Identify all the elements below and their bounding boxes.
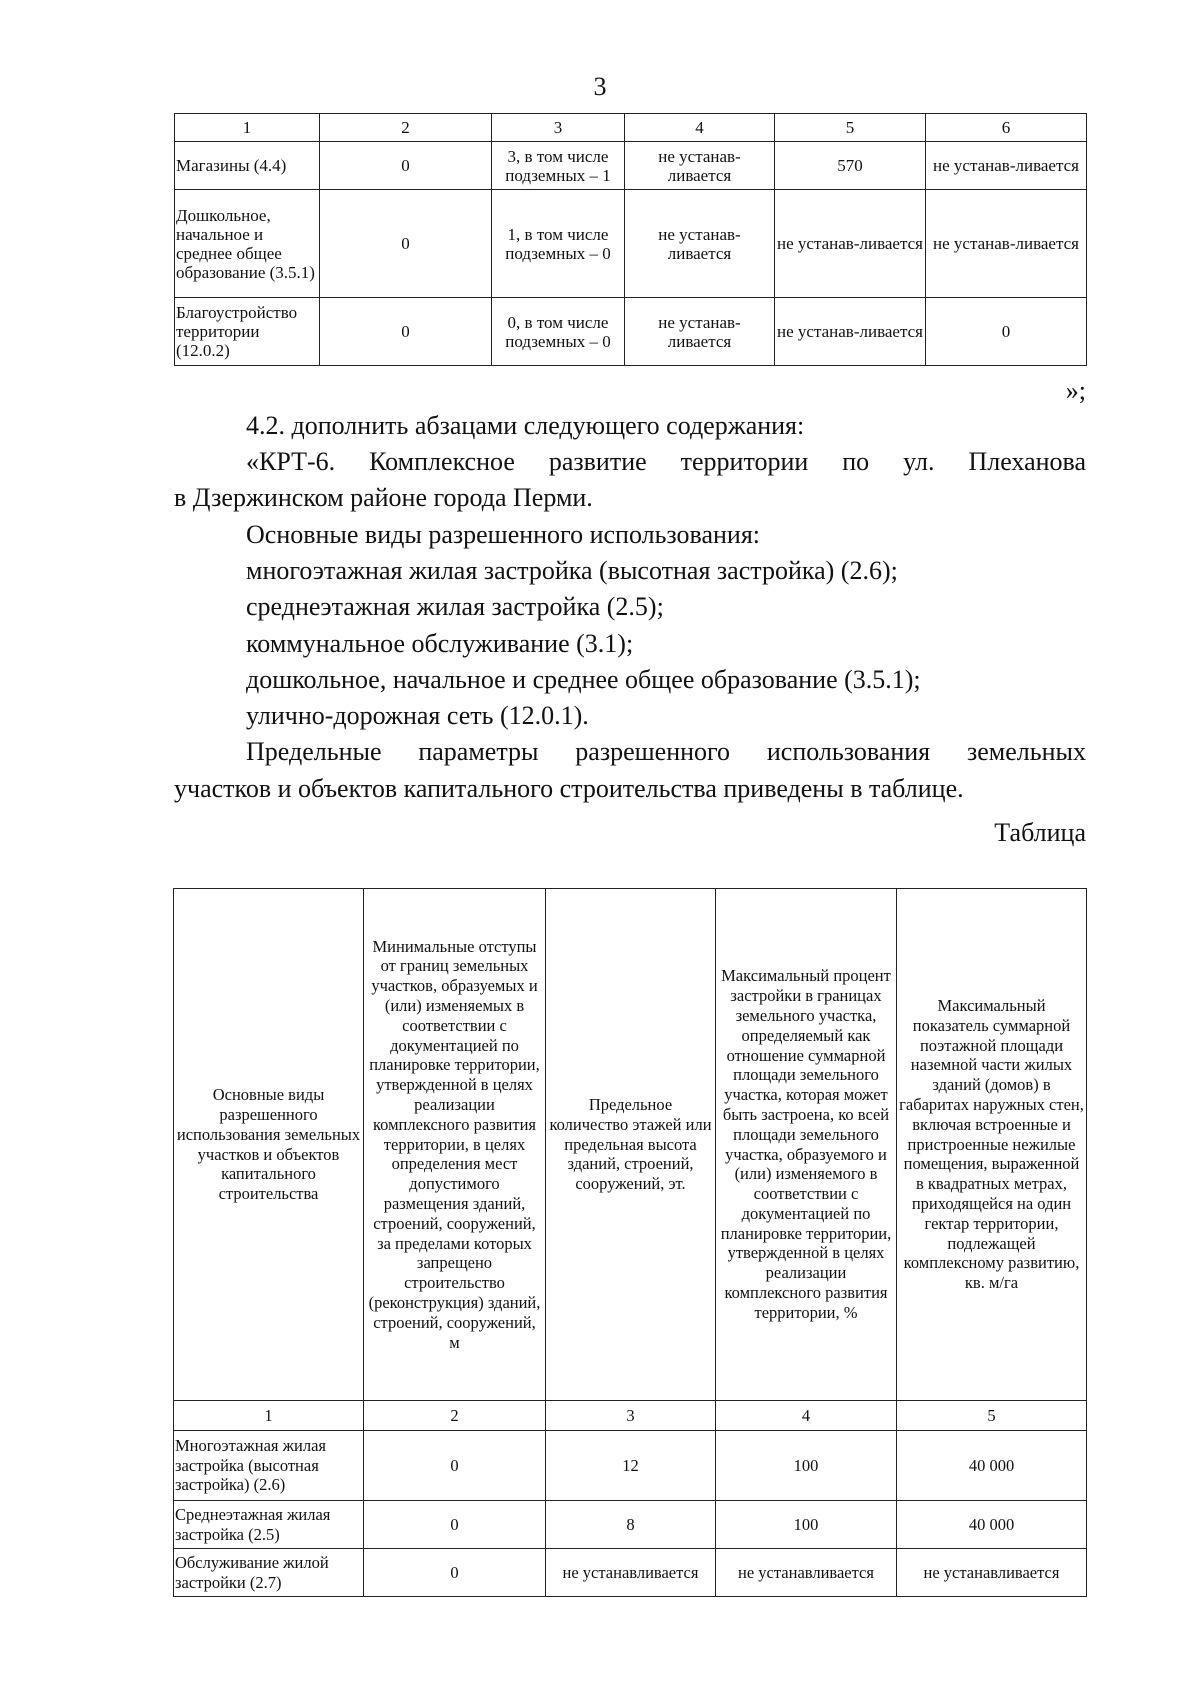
table-number-row xyxy=(174,1401,1087,1431)
table-cell: не устанавливается xyxy=(546,1549,716,1597)
header-cell: 6 xyxy=(926,114,1087,142)
paragraph: «КРТ-6. Комплексное развитие территории по ул. Плеханова xyxy=(246,447,1086,476)
page-number: 3 xyxy=(593,72,607,101)
table-cell: не устанав-ливается xyxy=(775,298,926,366)
list-item: коммунальное обслуживание (3.1); xyxy=(246,629,634,658)
header-cell: Минимальные отступы от границ земельных участков, образуемых и (или) изменяемых в соответствии с документацией по планировке территории, утвержденной в целях реализации комплексного развития территории, в целях определения мест допустимого размещения зданий, строений, сооружений, за пределами которых запрещено строительство (реконструкция) зданий, строений, сооружений, м xyxy=(364,889,546,1401)
paragraph: участков и объектов капитального строительства приведены в таблице. xyxy=(174,774,964,803)
parameters-table xyxy=(173,888,1087,1597)
list-item: многоэтажная жилая застройка (высотная застройка) (2.6); xyxy=(246,556,898,585)
header-cell: 3 xyxy=(546,1401,716,1431)
table-row xyxy=(175,298,1087,366)
header-cell: 4 xyxy=(716,1401,897,1431)
table-cell: 0, в том числе подземных – 0 xyxy=(492,298,625,366)
table-cell: не устанав-ливается xyxy=(625,190,775,298)
paragraph: Основные виды разрешенного использования: xyxy=(246,520,761,549)
table-cell: Дошкольное, начальное и среднее общее образование (3.5.1) xyxy=(175,190,320,298)
table-cell: 100 xyxy=(716,1501,897,1549)
header-cell: Максимальный показатель суммарной поэтажной площади наземной части жилых зданий (домов) в габаритах наружных стен, включая встроенные и пристроенные нежилые помещения, выраженной в квадратных метрах, приходящейся на один гектар территории, подлежащей комплексному развитию, кв. м/га xyxy=(897,889,1087,1401)
header-cell: 5 xyxy=(775,114,926,142)
header-cell: 1 xyxy=(174,1401,364,1431)
table-cell: не устанав-ливается xyxy=(926,190,1087,298)
closing-quote: »; xyxy=(1065,376,1086,405)
paragraph: 4.2. дополнить абзацами следующего содержания: xyxy=(246,411,805,440)
table-cell: 570 xyxy=(775,142,926,190)
table-cell: не устанав-ливается xyxy=(625,298,775,366)
table-cell: 3, в том числе подземных – 1 xyxy=(492,142,625,190)
header-cell: 3 xyxy=(492,114,625,142)
table-cell: 40 000 xyxy=(897,1431,1087,1501)
header-cell: 4 xyxy=(625,114,775,142)
table-cell: не устанавливается xyxy=(716,1549,897,1597)
table-cell: не устанав-ливается xyxy=(775,190,926,298)
table-cell: 12 xyxy=(546,1431,716,1501)
table-row xyxy=(174,1431,1087,1501)
table-cell: 0 xyxy=(320,298,492,366)
table-cell: 0 xyxy=(926,298,1087,366)
table-row xyxy=(175,142,1087,190)
table-cell: 0 xyxy=(320,190,492,298)
table-cell: 1, в том числе подземных – 0 xyxy=(492,190,625,298)
table-label: Таблица xyxy=(994,818,1086,847)
table-cell: не устанав-ливается xyxy=(625,142,775,190)
table-cell: Магазины (4.4) xyxy=(175,142,320,190)
paragraph: Предельные параметры разрешенного использования земельных xyxy=(246,737,1086,766)
table-cell: Среднеэтажная жилая застройка (2.5) xyxy=(174,1501,364,1549)
table-cell: 0 xyxy=(364,1549,546,1597)
table-row xyxy=(174,1549,1087,1597)
header-cell: 2 xyxy=(364,1401,546,1431)
list-item: дошкольное, начальное и среднее общее образование (3.5.1); xyxy=(246,665,921,694)
list-item: среднеэтажная жилая застройка (2.5); xyxy=(246,592,664,621)
table-row xyxy=(175,190,1087,298)
table-cell: не устанав-ливается xyxy=(926,142,1087,190)
table-cell: не устанавливается xyxy=(897,1549,1087,1597)
table-row xyxy=(174,1501,1087,1549)
table-cell: 40 000 xyxy=(897,1501,1087,1549)
header-cell: Предельное количество этажей или предельная высота зданий, строений, сооружений, эт. xyxy=(546,889,716,1401)
table-cell: Благоустройство территории (12.0.2) xyxy=(175,298,320,366)
table-cell: Обслуживание жилой застройки (2.7) xyxy=(174,1549,364,1597)
list-item: улично-дорожная сеть (12.0.1). xyxy=(246,701,589,730)
table-cell: Многоэтажная жилая застройка (высотная застройка) (2.6) xyxy=(174,1431,364,1501)
header-cell: Максимальный процент застройки в границах земельного участка, определяемый как отношение суммарной площади земельного участка, которая может быть застроена, ко всей площади земельного участка, образуемого и (или) изменяемого в соответствии с документацией по планировке территории, утвержденной в целях реализации комплексного развития территории, % xyxy=(716,889,897,1401)
table-cell: 100 xyxy=(716,1431,897,1501)
table-header-row xyxy=(174,889,1087,1401)
paragraph: в Дзержинском районе города Перми. xyxy=(174,483,593,512)
table-continuation xyxy=(174,113,1087,366)
header-cell: 2 xyxy=(320,114,492,142)
table-cell: 0 xyxy=(320,142,492,190)
table-cell: 0 xyxy=(364,1501,546,1549)
table-cell: 8 xyxy=(546,1501,716,1549)
header-cell: 1 xyxy=(175,114,320,142)
table-cell: 0 xyxy=(364,1431,546,1501)
header-cell: Основные виды разрешенного использования земельных участков и объектов капитального строительства xyxy=(174,889,364,1401)
table-header-row xyxy=(175,114,1087,142)
header-cell: 5 xyxy=(897,1401,1087,1431)
